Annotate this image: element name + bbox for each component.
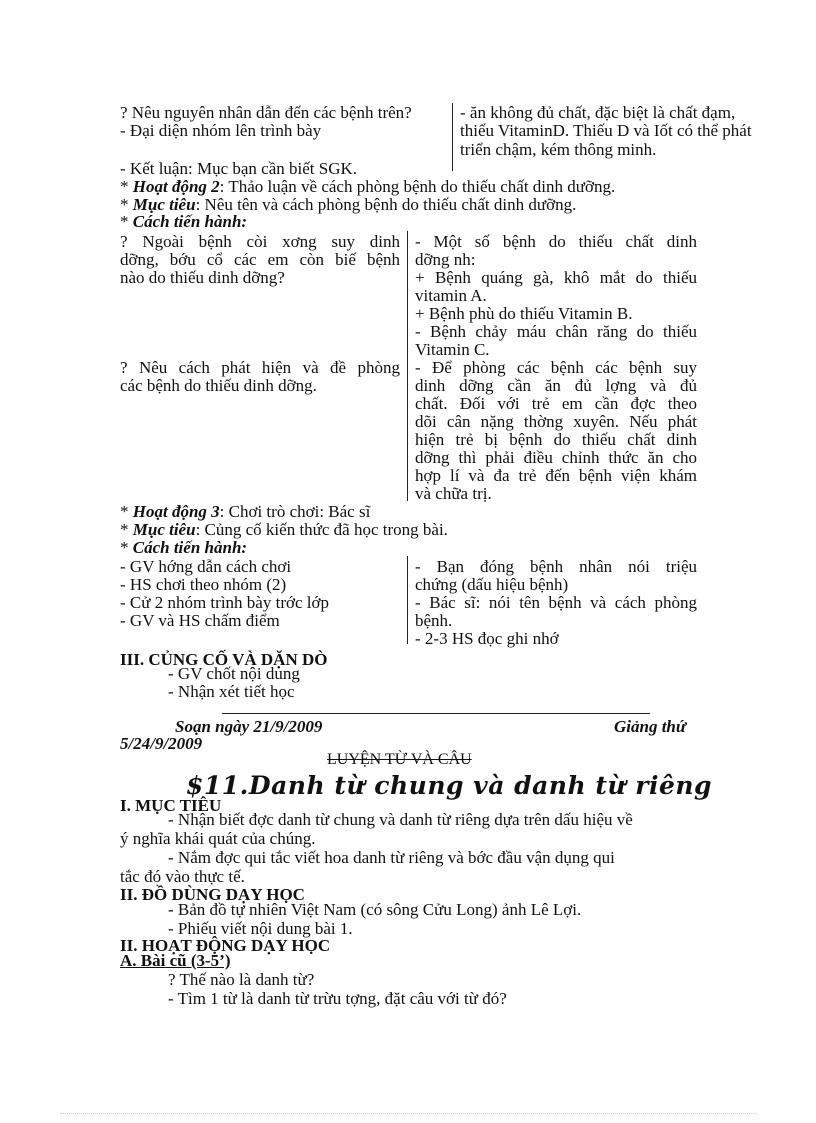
- conclusion: - Kết luận: Mục bạn cần biết SGK.: [120, 159, 357, 178]
- review-question: - Tìm 1 từ là danh từ trừu tợng, đặt câu với từ đó?: [168, 989, 507, 1008]
- prepared-date: Soạn ngày 21/9/2009: [175, 717, 323, 736]
- objectives-heading: I. MỤC TIÊU: [120, 796, 222, 815]
- material-item: - Phiếu viết nội dung bài 1.: [168, 919, 353, 938]
- old-lesson-heading: A. Bài cũ (3-5’): [120, 951, 231, 970]
- activity-2-goal: * Mục tiêu: Nêu tên và cách phòng bệnh do thiếu chất dinh dưỡng.: [120, 195, 577, 214]
- activities-heading: II. HOẠT ĐỘNG DẠY HỌC: [120, 936, 331, 955]
- teacher-steps: - GV hớng dẫn cách chơi - HS chơi theo nhóm (2) - Cử 2 nhóm trình bày trớc lớp - GV và HS chấm điểm: [120, 557, 329, 630]
- teaching-date: 5/24/9/2009: [120, 734, 203, 753]
- activity-2-steps: * Cách tiến hành:: [120, 212, 248, 231]
- objective-line: - Nhận biết đợc danh từ chung và danh từ riêng dựa trên dấu hiệu về: [168, 810, 633, 829]
- section-3-heading: III. CỦNG CỐ VÀ DẶN DÒ: [120, 650, 328, 669]
- group-presents: - Đại diện nhóm lên trình bày: [120, 121, 322, 140]
- activity-3-steps: * Cách tiến hành:: [120, 538, 248, 557]
- question-cause: ? Nêu nguyên nhân dẫn đến các bệnh trên?: [120, 103, 412, 122]
- question-prevention: ? Nêu cách phát hiện và đề phòng các bệnh do thiếu dinh dỡng.: [120, 358, 400, 395]
- column-divider: [452, 103, 453, 171]
- activity-3-heading: * Hoạt động 3: Chơi trò chơi: Bác sĩ: [120, 502, 371, 521]
- activity-3-goal: * Mục tiêu: Củng cố kiến thức đã học trong bài.: [120, 520, 448, 539]
- teaching-day: Giảng thứ: [614, 717, 687, 736]
- materials-heading: II. ĐỒ DÙNG DẠY HỌC: [120, 885, 305, 904]
- objective-line: ý nghĩa khái quát của chúng.: [120, 829, 316, 848]
- objective-line: tắc đó vào thực tế.: [120, 867, 245, 886]
- answer-line: triển chậm, kém thông minh.: [460, 140, 657, 159]
- summary-item: - GV chốt nội dung: [168, 664, 300, 683]
- subject-title: LUYỆN TỪ VÀ CÂU: [327, 751, 472, 768]
- lesson-title: $11.Danh từ chung và danh từ riêng: [186, 771, 713, 800]
- objective-line: - Nắm đợc qui tắc viết hoa danh từ riêng và bớc đầu vận dụng qui: [168, 848, 615, 867]
- page-bottom-edge: [60, 1113, 756, 1114]
- answer-line: - ăn không đủ chất, đặc biệt là chất đạm,: [460, 103, 736, 122]
- column-divider: [407, 231, 408, 501]
- summary-item: - Nhận xét tiết học: [168, 682, 295, 701]
- student-steps: - Bạn đóng bệnh nhân nói triệu chứng (dấu hiệu bệnh) - Bác sĩ: nói tên bệnh và cách phòng bệnh. - 2-3 HS đọc ghi nhớ: [415, 557, 697, 648]
- question-other-diseases: ? Ngoài bệnh còi xơng suy dinh dỡng, bớu cổ các em còn biế bệnh nào do thiếu dinh dỡng?: [120, 232, 400, 287]
- activity-2-heading: * Hoạt động 2: Thảo luận về cách phòng bệnh do thiếu chất dinh dưỡng.: [120, 177, 616, 196]
- section-divider: [222, 713, 650, 714]
- answer-diseases: - Một số bệnh do thiếu chất dinh dỡng nh: + Bệnh quáng gà, khô mắt do thiếu vitamin A. + Bệnh phù do thiếu Vitamin B. - Bệnh chảy máu chân răng do thiếu Vitamin C. - Để phòng các bệnh các bệnh suy dinh dỡng cần ăn đủ lợng và đủ chất. Đối với trẻ em cần đợc theo dõi cân nặng thờng xuyên. Nếu phát hiện trẻ bị bệnh do thiếu chất dinh dỡng thì phải điều chỉnh thức ăn cho hợp lí và đa trẻ đến bệnh viện khám và chữa trị.: [415, 232, 697, 503]
- column-divider: [407, 556, 408, 644]
- material-item: - Bản đồ tự nhiên Việt Nam (có sông Cửu Long) ảnh Lê Lợi.: [168, 900, 582, 919]
- review-question: ? Thế nào là danh từ?: [168, 970, 315, 989]
- answer-line: thiếu VitaminD. Thiếu D và Iốt có thể phát: [460, 121, 752, 140]
